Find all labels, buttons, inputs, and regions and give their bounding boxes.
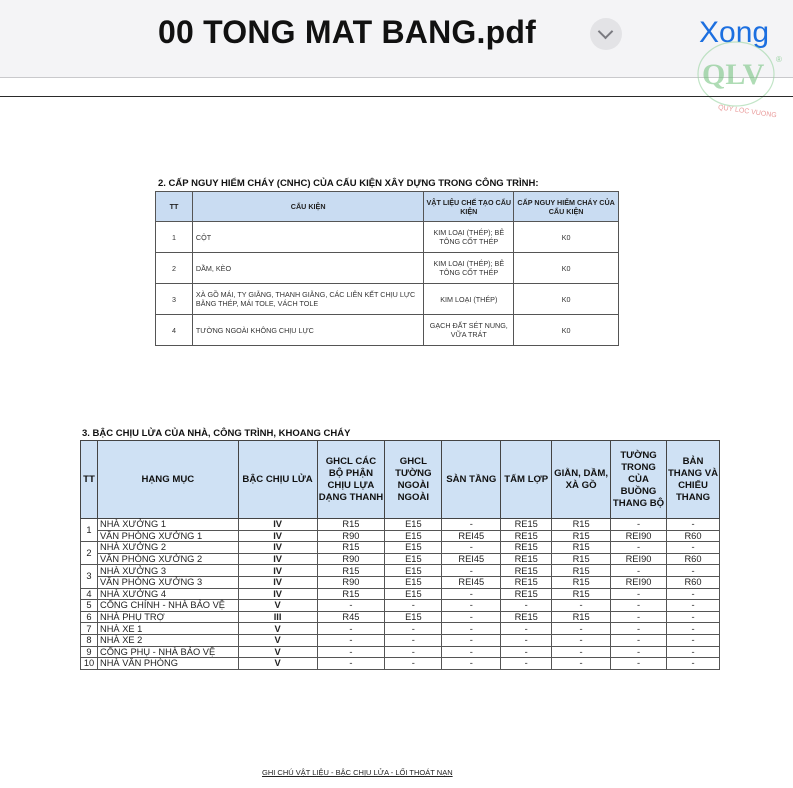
cell-exterior-wall: E15: [385, 553, 442, 565]
cell-fire-rating: III: [238, 611, 317, 623]
cell-floor: -: [442, 565, 501, 577]
cell-fire-rating: IV: [238, 519, 317, 531]
cell-purlin: R15: [552, 565, 611, 577]
cell-tt: 10: [81, 658, 98, 670]
cell-roof: -: [501, 623, 552, 635]
table-row: [81, 519, 720, 531]
header-category: HẠNG MỤC: [97, 441, 238, 519]
cell-stair-landing: -: [666, 519, 719, 531]
cell-stair-wall: -: [611, 623, 667, 635]
table-row: [81, 611, 720, 623]
cell-stair-wall: -: [611, 565, 667, 577]
cell-fire-rating: V: [238, 646, 317, 658]
cell-stair-wall: REI90: [611, 530, 667, 542]
cell-category: CỔNG CHÍNH - NHÀ BẢO VỆ: [97, 600, 238, 612]
fire-hazard-table: [155, 191, 619, 346]
cell-tt: 3: [156, 284, 193, 315]
table-row: [81, 530, 720, 542]
cell-exterior-wall: E15: [385, 576, 442, 588]
cell-structural: R15: [317, 542, 385, 554]
cell-stair-landing: -: [666, 623, 719, 635]
cell-item: DẦM, KÈO: [192, 253, 423, 284]
cell-fire-rating: V: [238, 634, 317, 646]
cell-roof: RE15: [501, 588, 552, 600]
cell-structural: R90: [317, 530, 385, 542]
cell-stair-landing: R60: [666, 530, 719, 542]
cell-stair-landing: -: [666, 634, 719, 646]
cell-material: KIM LOẠI (THÉP); BÊ TÔNG CỐT THÉP: [424, 222, 514, 253]
cell-stair-landing: -: [666, 600, 719, 612]
cell-exterior-wall: E15: [385, 530, 442, 542]
cell-category: VĂN PHÒNG XƯỞNG 2: [97, 553, 238, 565]
cell-tt: 1: [156, 222, 193, 253]
cell-roof: RE15: [501, 565, 552, 577]
cell-exterior-wall: -: [385, 623, 442, 635]
cell-category: VĂN PHÒNG XƯỞNG 1: [97, 530, 238, 542]
chevron-down-icon[interactable]: [590, 18, 622, 50]
cell-exterior-wall: -: [385, 600, 442, 612]
done-button[interactable]: Xong: [699, 16, 770, 49]
cell-item: CỘT: [192, 222, 423, 253]
cell-purlin: R15: [552, 553, 611, 565]
cell-structural: R45: [317, 611, 385, 623]
header-hazard-level: CẤP NGUY HIỂM CHÁY CỦA CẤU KIỆN: [514, 192, 619, 222]
cell-exterior-wall: E15: [385, 588, 442, 600]
cell-stair-landing: R60: [666, 553, 719, 565]
cell-tt: 8: [81, 634, 98, 646]
table-row: [81, 646, 720, 658]
header-exterior-wall: GHCL TƯỜNG NGOÀI NGOÀI: [385, 441, 442, 519]
header-stair-landing: BẢN THANG VÀ CHIẾU THANG: [666, 441, 719, 519]
table-row: [156, 253, 619, 284]
cell-roof: -: [501, 658, 552, 670]
cell-category: CỔNG PHỤ - NHÀ BẢO VỆ: [97, 646, 238, 658]
cell-floor: -: [442, 623, 501, 635]
cell-tt: 2: [81, 542, 98, 565]
cell-tt: 7: [81, 623, 98, 635]
cell-structural: -: [317, 658, 385, 670]
cell-exterior-wall: E15: [385, 519, 442, 531]
header-item: CẤU KIỆN: [192, 192, 423, 222]
cell-purlin: -: [552, 658, 611, 670]
header-tt: TT: [81, 441, 98, 519]
footer-note: GHI CHÚ VẬT LIỆU - BẬC CHỊU LỬA - LỐI THOÁT NẠN: [262, 768, 453, 777]
cell-floor: -: [442, 658, 501, 670]
cell-stair-landing: -: [666, 646, 719, 658]
cell-category: NHÀ XE 2: [97, 634, 238, 646]
cell-tt: 2: [156, 253, 193, 284]
cell-stair-landing: -: [666, 588, 719, 600]
cell-floor: -: [442, 611, 501, 623]
cell-stair-landing: R60: [666, 576, 719, 588]
cell-floor: REI45: [442, 530, 501, 542]
top-bar: [0, 0, 793, 78]
cell-structural: R15: [317, 565, 385, 577]
cell-fire-rating: IV: [238, 542, 317, 554]
cell-category: NHÀ XƯỞNG 4: [97, 588, 238, 600]
cell-item: TƯỜNG NGOÀI KHÔNG CHỊU LỰC: [192, 315, 423, 346]
table-row: [81, 565, 720, 577]
cell-purlin: R15: [552, 588, 611, 600]
cell-stair-wall: -: [611, 600, 667, 612]
header-purlin: GIẰN, DẦM, XÀ GỒ: [552, 441, 611, 519]
document-title: 00 TONG MAT BANG.pdf: [158, 14, 536, 50]
cell-exterior-wall: E15: [385, 542, 442, 554]
cell-structural: -: [317, 634, 385, 646]
cell-level: K0: [514, 222, 619, 253]
cell-roof: RE15: [501, 519, 552, 531]
cell-purlin: R15: [552, 519, 611, 531]
cell-material: KIM LOẠI (THÉP): [424, 284, 514, 315]
cell-stair-landing: -: [666, 542, 719, 554]
cell-level: K0: [514, 284, 619, 315]
cell-floor: -: [442, 588, 501, 600]
table-row: [81, 658, 720, 670]
cell-structural: R15: [317, 519, 385, 531]
cell-floor: -: [442, 542, 501, 554]
table-row: [81, 623, 720, 635]
watermark-logo: [688, 40, 788, 120]
table-row: [156, 315, 619, 346]
cell-category: VĂN PHÒNG XƯỞNG 3: [97, 576, 238, 588]
cell-category: NHÀ XƯỞNG 3: [97, 565, 238, 577]
header-material: VẬT LIỆU CHẾ TẠO CẤU KIỆN: [424, 192, 514, 222]
cell-purlin: R15: [552, 611, 611, 623]
table2-title: 2. CẤP NGUY HIỂM CHÁY (CNHC) CỦA CẤU KIỆN XÂY DỰNG TRONG CÔNG TRÌNH:: [158, 178, 539, 189]
cell-fire-rating: IV: [238, 553, 317, 565]
table-row: [81, 553, 720, 565]
cell-tt: 3: [81, 565, 98, 588]
svg-text:QUY LOC VUONG: QUY LOC VUONG: [717, 104, 778, 120]
cell-category: NHÀ PHỤ TRỢ: [97, 611, 238, 623]
table-row: [81, 634, 720, 646]
cell-purlin: R15: [552, 576, 611, 588]
cell-fire-rating: V: [238, 600, 317, 612]
page-divider: [0, 96, 793, 97]
cell-stair-wall: -: [611, 634, 667, 646]
cell-floor: -: [442, 646, 501, 658]
cell-tt: 5: [81, 600, 98, 612]
cell-stair-wall: REI90: [611, 553, 667, 565]
cell-level: K0: [514, 315, 619, 346]
header-roof: TẤM LỢP: [501, 441, 552, 519]
cell-stair-landing: -: [666, 658, 719, 670]
cell-purlin: -: [552, 646, 611, 658]
cell-tt: 6: [81, 611, 98, 623]
header-fire-rating: BẬC CHỊU LỬA: [238, 441, 317, 519]
cell-roof: RE15: [501, 611, 552, 623]
cell-stair-wall: -: [611, 519, 667, 531]
cell-floor: -: [442, 634, 501, 646]
cell-stair-landing: -: [666, 565, 719, 577]
header-stair-wall: TƯỜNG TRONG CỦA BUỒNG THANG BỘ: [611, 441, 667, 519]
cell-roof: -: [501, 634, 552, 646]
cell-stair-wall: REI90: [611, 576, 667, 588]
cell-structural: -: [317, 623, 385, 635]
table-row: [81, 576, 720, 588]
cell-level: K0: [514, 253, 619, 284]
svg-text:®: ®: [776, 55, 782, 64]
cell-structural: R90: [317, 553, 385, 565]
cell-exterior-wall: -: [385, 658, 442, 670]
cell-tt: 4: [81, 588, 98, 600]
header-floor: SÀN TẦNG: [442, 441, 501, 519]
cell-roof: RE15: [501, 542, 552, 554]
cell-tt: 1: [81, 519, 98, 542]
cell-floor: REI45: [442, 576, 501, 588]
cell-stair-wall: -: [611, 658, 667, 670]
cell-structural: R90: [317, 576, 385, 588]
table3-title: 3. BẬC CHỊU LỬA CỦA NHÀ, CÔNG TRÌNH, KHOANG CHÁY: [82, 428, 351, 439]
table-row: [81, 542, 720, 554]
cell-roof: RE15: [501, 530, 552, 542]
cell-purlin: -: [552, 600, 611, 612]
cell-roof: RE15: [501, 576, 552, 588]
cell-exterior-wall: E15: [385, 565, 442, 577]
cell-material: GẠCH ĐẤT SÉT NUNG, VỮA TRÁT: [424, 315, 514, 346]
cell-tt: 9: [81, 646, 98, 658]
cell-roof: RE15: [501, 553, 552, 565]
cell-fire-rating: IV: [238, 530, 317, 542]
cell-material: KIM LOẠI (THÉP); BÊ TÔNG CỐT THÉP: [424, 253, 514, 284]
cell-category: NHÀ VĂN PHÒNG: [97, 658, 238, 670]
cell-item: XÀ GỒ MÁI, TY GIẰNG, THANH GIẰNG, CÁC LIÊN KẾT CHỊU LỰC BẰNG THÉP, MÁI TOLE, VÁCH TOLE: [192, 284, 423, 315]
cell-stair-wall: -: [611, 646, 667, 658]
cell-purlin: R15: [552, 542, 611, 554]
cell-purlin: -: [552, 623, 611, 635]
cell-exterior-wall: -: [385, 646, 442, 658]
table-row: [81, 600, 720, 612]
cell-exterior-wall: E15: [385, 611, 442, 623]
cell-structural: -: [317, 600, 385, 612]
cell-fire-rating: IV: [238, 588, 317, 600]
cell-fire-rating: IV: [238, 576, 317, 588]
cell-category: NHÀ XƯỞNG 2: [97, 542, 238, 554]
cell-roof: -: [501, 600, 552, 612]
svg-text:QLV: QLV: [702, 58, 765, 91]
cell-roof: -: [501, 646, 552, 658]
cell-category: NHÀ XƯỞNG 1: [97, 519, 238, 531]
cell-stair-wall: -: [611, 611, 667, 623]
cell-stair-wall: -: [611, 542, 667, 554]
cell-floor: -: [442, 600, 501, 612]
cell-fire-rating: V: [238, 623, 317, 635]
cell-floor: REI45: [442, 553, 501, 565]
cell-stair-wall: -: [611, 588, 667, 600]
cell-structural: R15: [317, 588, 385, 600]
cell-floor: -: [442, 519, 501, 531]
cell-purlin: -: [552, 634, 611, 646]
cell-stair-landing: -: [666, 611, 719, 623]
fire-resistance-table: [80, 440, 720, 670]
header-structural: GHCL CÁC BỘ PHẬN CHỊU LỰA DẠNG THANH: [317, 441, 385, 519]
table-row: [81, 588, 720, 600]
cell-exterior-wall: -: [385, 634, 442, 646]
cell-fire-rating: V: [238, 658, 317, 670]
cell-structural: -: [317, 646, 385, 658]
cell-fire-rating: IV: [238, 565, 317, 577]
table-row: [156, 222, 619, 253]
header-tt: TT: [156, 192, 193, 222]
cell-purlin: R15: [552, 530, 611, 542]
cell-tt: 4: [156, 315, 193, 346]
cell-category: NHÀ XE 1: [97, 623, 238, 635]
table-row: [156, 284, 619, 315]
